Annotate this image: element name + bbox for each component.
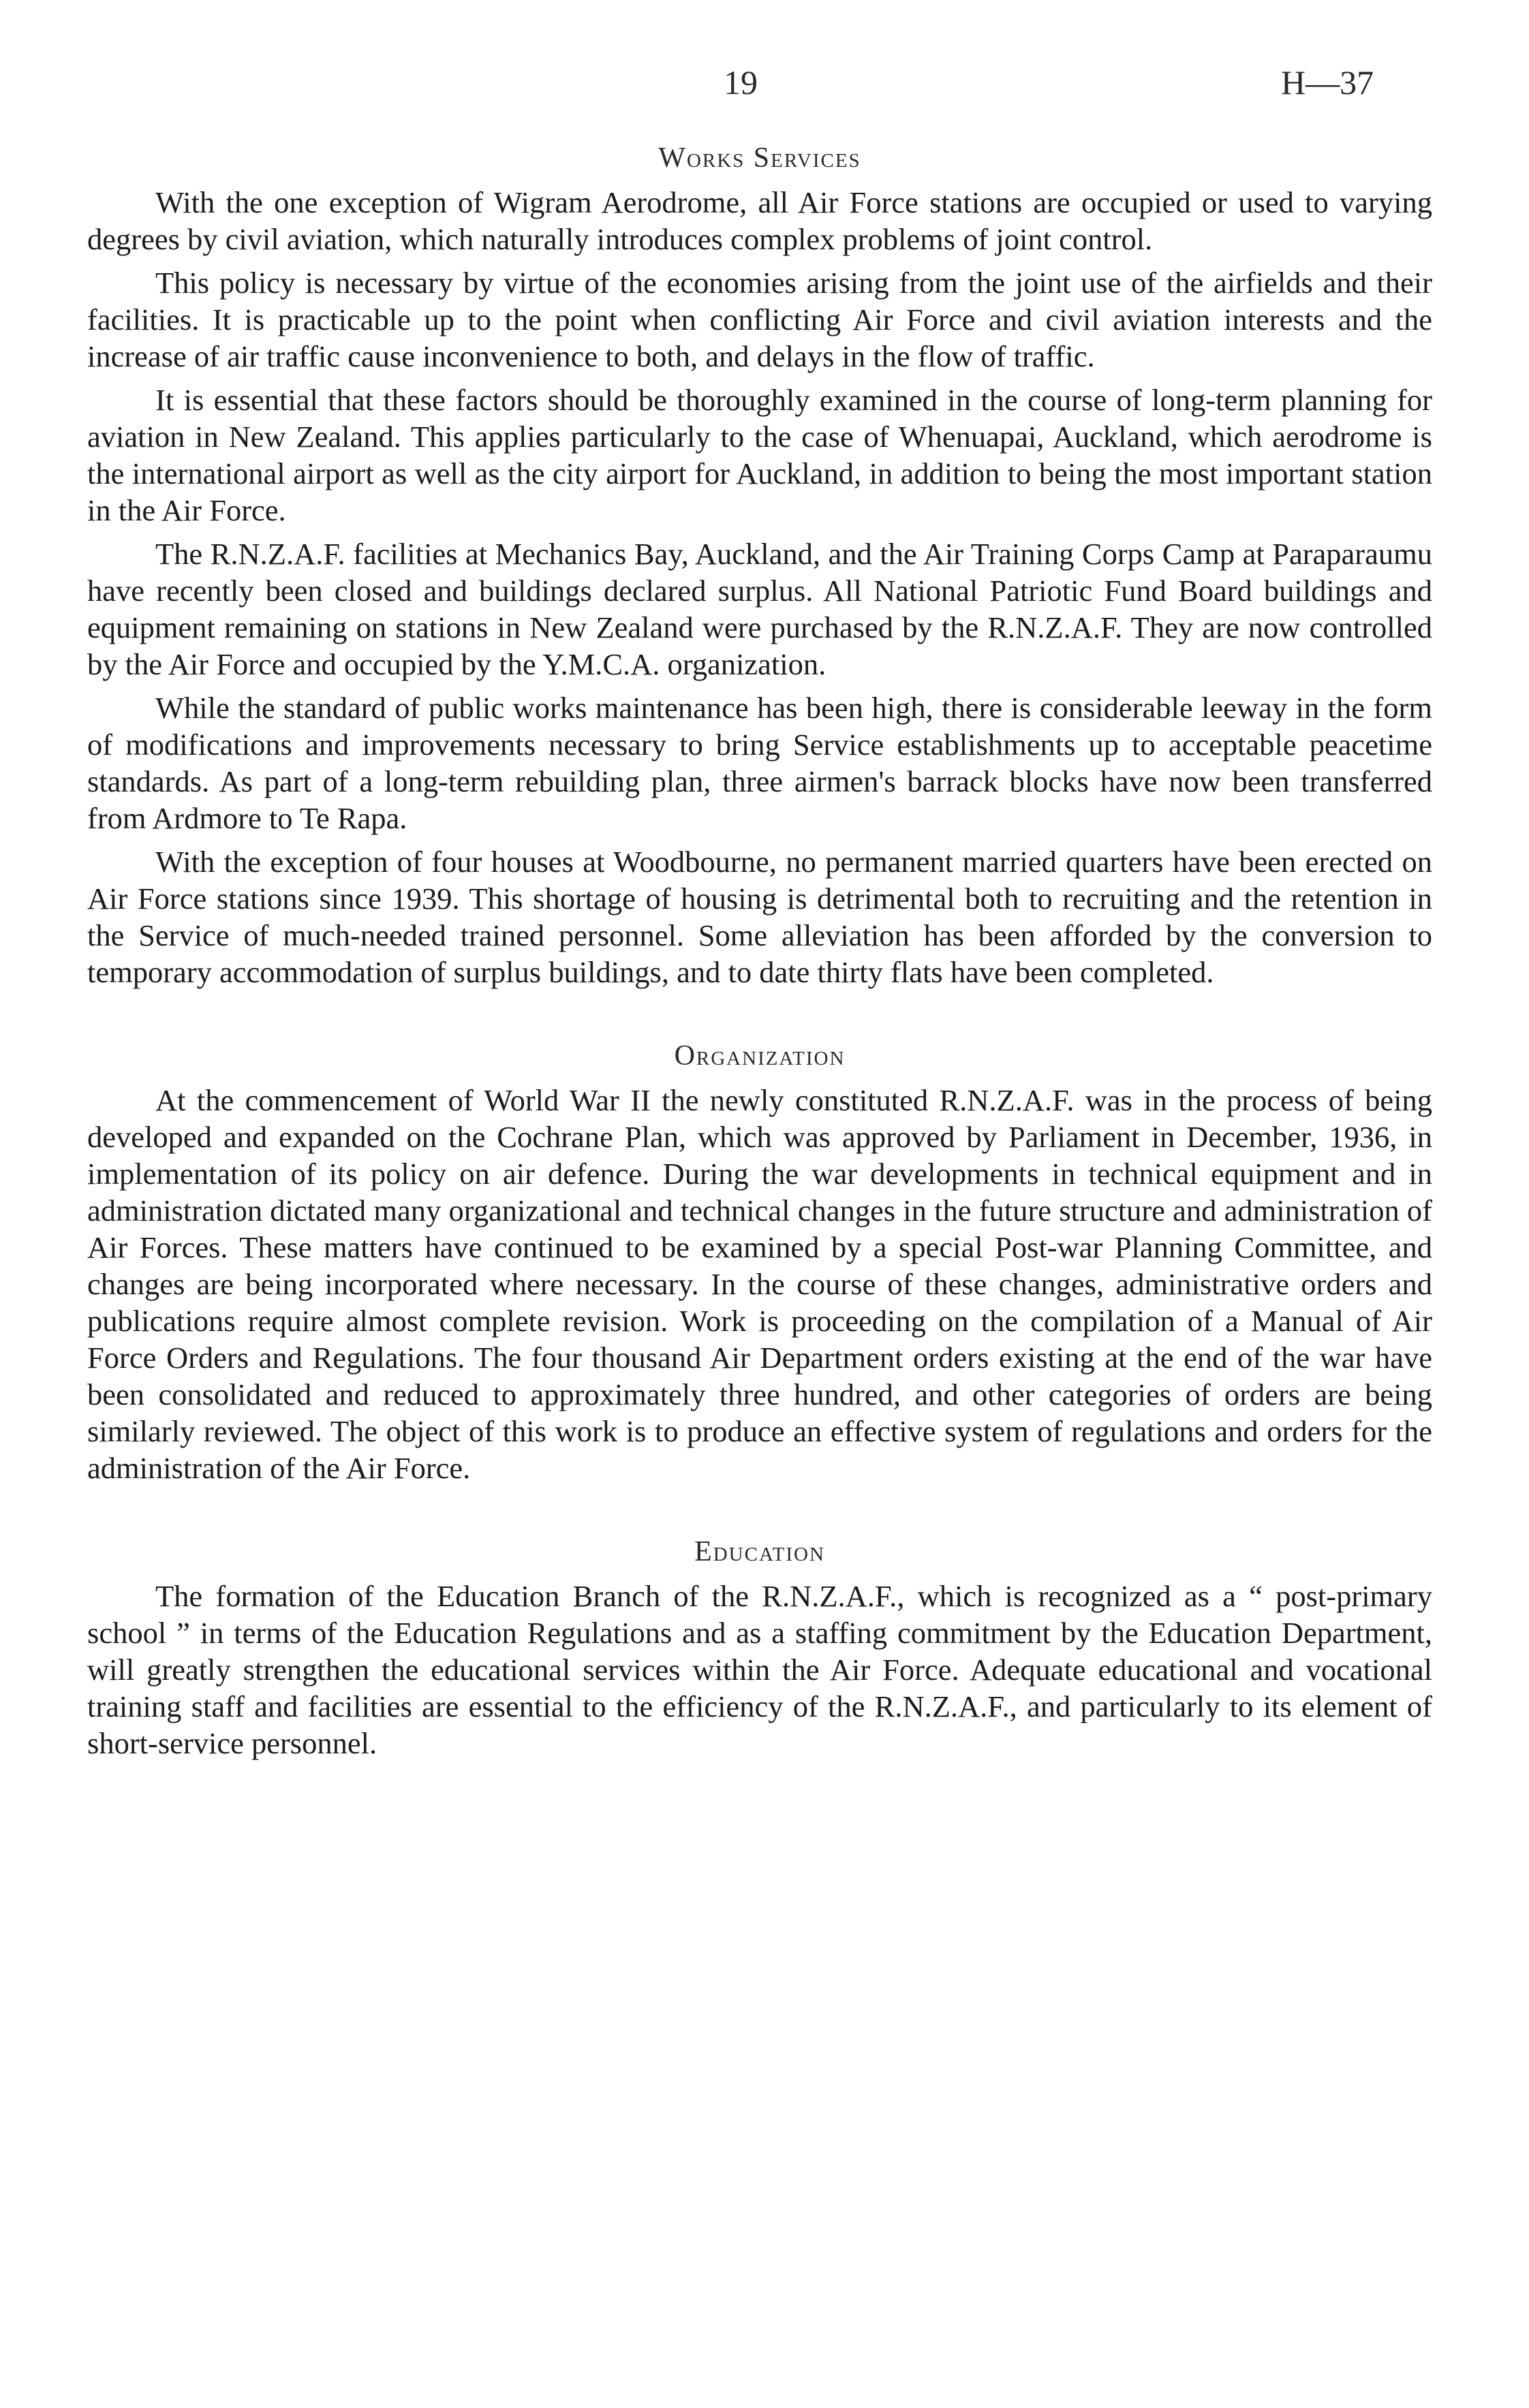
section-heading: Education: [694, 1536, 825, 1567]
paragraph: The formation of the Education Branch of the R.N.Z.A.F., which is recognized as a “ post-primary school ” in terms of the Education Regulations and as a staffing commitment by the Education Department, will greatly strengthen the educational services within the Air Force. Adequate educational and vocational training staff and facilities are essential to the efficiency of the R.N.Z.A.F., and particularly to its element of short-service personnel.: [87, 1579, 1432, 1760]
section-organization: [87, 1039, 1432, 1486]
section-heading: Works Services: [658, 142, 861, 174]
page-number: 19: [724, 63, 758, 101]
paragraph: While the standard of public works maintenance has been high, there is considerable leeway in the form of modifications and improvements necessary to bring Service establishments up to acceptable peacetime standards. As part of a long-term rebuilding plan, three airmen's barrack blocks have now been transferred from Ardmore to Te Rapa.: [87, 691, 1432, 835]
paragraph: This policy is necessary by virtue of the economies arising from the joint use of the airfields and their facilities. It is practicable up to the point when conflicting Air Force and civil aviation interests and the increase of air traffic cause inconvenience to both, and delays in the flow of traffic.: [87, 266, 1432, 373]
paragraph: With the one exception of Wigram Aerodrome, all Air Force stations are occupied or used to varying degrees by civil aviation, which naturally introduces complex problems of joint control.: [87, 185, 1432, 256]
document-code: H—37: [1281, 63, 1374, 101]
paragraph: It is essential that these factors should be thoroughly examined in the course of long-term planning for aviation in New Zealand. This applies particularly to the case of Whenuapai, Auckland, which aerodrome is the international airport as well as the city airport for Auckland, in addition to being the most important station in the Air Force.: [87, 383, 1432, 527]
section-heading: Organization: [674, 1040, 846, 1072]
section-education: [87, 1535, 1432, 1762]
section-works-services: [87, 142, 1432, 990]
paragraph: The R.N.Z.A.F. facilities at Mechanics Bay, Auckland, and the Air Training Corps Camp at Paraparaumu have recently been closed and buildings declared surplus. All National Patriotic Fund Board buildings and equipment remaining on stations in New Zealand were purchased by the R.N.Z.A.F. They are now controlled by the Air Force and occupied by the Y.M.C.A. organization.: [87, 537, 1432, 681]
page-body: [87, 142, 1432, 1811]
paragraph: With the exception of four houses at Woodbourne, no permanent married quarters have been erected on Air Force stations since 1939. This shortage of housing is detrimental both to recruiting and the retention in the Service of much-needed trained personnel. Some alleviation has been afforded by the conversion to temporary accommodation of surplus buildings, and to date thirty flats have been completed.: [87, 845, 1432, 989]
paragraph: At the commencement of World War II the newly constituted R.N.Z.A.F. was in the process of being developed and expanded on the Cochrane Plan, which was approved by Parliament in December, 1936, in implementation of its policy on air defence. During the war developments in technical equipment and in administration dictated many organizational and technical changes in the future structure and administration of Air Forces. These matters have continued to be examined by a special Post-war Planning Committee, and changes are being incorporated where necessary. In the course of these changes, administrative orders and publications require almost complete revision. Work is proceeding on the compilation of a Manual of Air Force Orders and Regulations. The four thousand Air Department orders existing at the end of the war have been consolidated and reduced to approximately three hundred, and other categories of orders are being similarly reviewed. The object of this work is to produce an effective system of regulations and orders for the administration of the Air Force.: [87, 1083, 1432, 1485]
